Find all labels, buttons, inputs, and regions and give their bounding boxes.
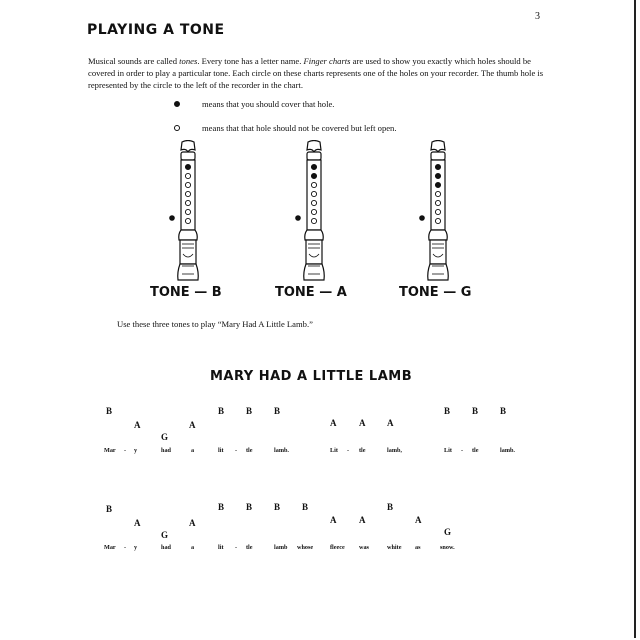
lyric: fleece	[330, 544, 345, 551]
intro-term-finger-charts: Finger charts	[303, 56, 351, 66]
lyric: lamb.	[500, 447, 515, 454]
lyric: y	[134, 447, 138, 454]
lyric: Lit	[330, 447, 338, 454]
note: A	[359, 418, 366, 428]
page-number: 3	[535, 11, 540, 22]
note: A	[330, 515, 337, 525]
recorder-chart-g	[418, 140, 458, 288]
lyric: a	[191, 447, 195, 454]
note: A	[189, 420, 196, 430]
lyric: lamb	[274, 544, 288, 551]
lyric: Mar	[104, 447, 116, 454]
lyric: a	[191, 544, 195, 551]
intro-paragraph	[88, 55, 548, 91]
note: B	[218, 406, 225, 416]
note: B	[472, 406, 479, 416]
lyric: -	[235, 544, 238, 551]
lyric: as	[415, 544, 421, 551]
lyric: lit	[218, 544, 224, 551]
lyric: lamb,	[387, 447, 402, 454]
intro-term-tones: tones	[179, 56, 198, 66]
tone-label-b: TONE — B	[150, 285, 222, 300]
note: B	[218, 502, 225, 512]
lyric: was	[359, 544, 369, 551]
legend-filled-text: means that you should cover that hole.	[202, 99, 335, 109]
song-title: MARY HAD A LITTLE LAMB	[210, 369, 413, 384]
lyric: -	[235, 447, 238, 454]
lyric: whose	[297, 544, 314, 551]
note: A	[134, 518, 141, 528]
legend-filled	[174, 99, 334, 109]
note: A	[387, 418, 394, 428]
note: A	[359, 515, 366, 525]
note: A	[189, 518, 196, 528]
intro-text-1: Musical sounds are called	[88, 56, 180, 66]
recorder-chart-a	[294, 140, 334, 288]
instruction-text: Use these three tones to play “Mary Had A Little Lamb.”	[117, 319, 313, 329]
note: B	[302, 502, 309, 512]
lyric: lamb.	[274, 447, 289, 454]
note: B	[246, 406, 253, 416]
legend-open-text: means that that hole should not be covered but left open.	[202, 123, 397, 133]
note: B	[106, 504, 113, 514]
lyric: -	[347, 447, 350, 454]
note: B	[387, 502, 394, 512]
lyric: -	[461, 447, 464, 454]
tone-label-g: TONE — G	[399, 285, 472, 300]
note: B	[106, 406, 113, 416]
note: B	[274, 406, 281, 416]
lyric: lit	[218, 447, 224, 454]
lyric: y	[134, 544, 138, 551]
legend-open	[174, 123, 397, 133]
lyric: Lit	[444, 447, 452, 454]
open-hole-icon	[174, 125, 180, 131]
lyric: tle	[246, 544, 253, 551]
recorder-chart-b	[168, 140, 208, 288]
lyric: tle	[359, 447, 366, 454]
note: B	[500, 406, 507, 416]
lyric: -	[124, 544, 127, 551]
lyric: had	[161, 544, 171, 551]
note: B	[274, 502, 281, 512]
intro-text-3: are used to show you exactly which holes should be covered in order to play a particular tone. Each circle on these charts represents one of the holes on your recorder. The thumb hole is represented by the circle to the left of the recorder in the chart.	[88, 56, 544, 90]
lyric: -	[124, 447, 127, 454]
note: G	[161, 530, 169, 540]
lyric: snow.	[440, 544, 455, 551]
lyric: white	[387, 544, 402, 551]
note: A	[330, 418, 337, 428]
filled-hole-icon	[174, 101, 180, 107]
note: A	[415, 515, 422, 525]
thumb-hole-icon	[419, 215, 425, 221]
note: G	[444, 527, 452, 537]
note: B	[444, 406, 451, 416]
thumb-hole-icon	[295, 215, 301, 221]
lyric: tle	[472, 447, 479, 454]
note: B	[246, 502, 253, 512]
section-title: PLAYING A TONE	[87, 22, 225, 38]
lyric: Mar	[104, 544, 116, 551]
note: A	[134, 420, 141, 430]
lyric: had	[161, 447, 171, 454]
note: G	[161, 432, 169, 442]
tone-label-a: TONE — A	[275, 285, 347, 300]
lyric: tle	[246, 447, 253, 454]
thumb-hole-icon	[169, 215, 175, 221]
intro-text-2: . Every tone has a letter name.	[197, 56, 304, 66]
